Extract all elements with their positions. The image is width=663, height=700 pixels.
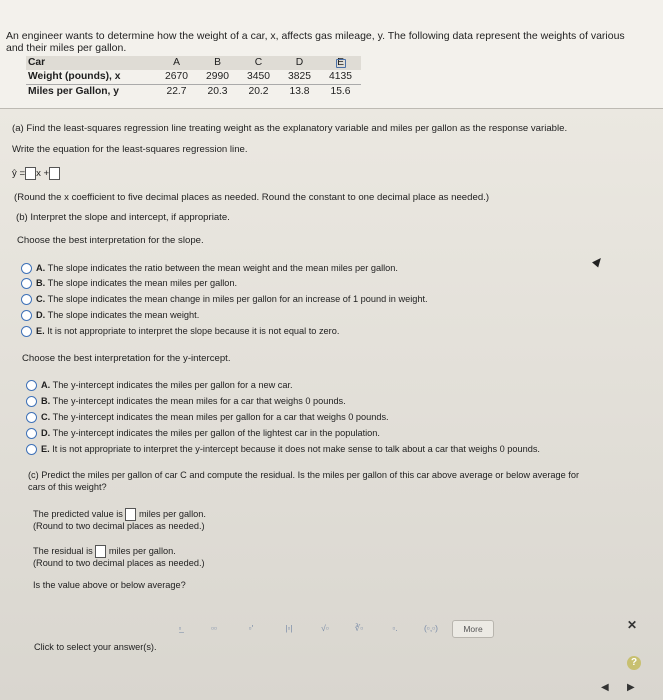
slope-option-e-radio[interactable]: [21, 326, 32, 337]
decimal-icon[interactable]: ▫.: [392, 623, 398, 633]
intercept-option-c[interactable]: [41, 412, 389, 422]
table-row: [26, 85, 361, 100]
fraction-icon[interactable]: ▫̲: [178, 623, 182, 633]
slope-option-d-radio[interactable]: [21, 310, 32, 321]
table-cell: 3825: [279, 70, 320, 85]
slope-prompt: Choose the best interpretation for the slope.: [17, 235, 204, 246]
table-cell: 4135: [320, 70, 361, 85]
table-header-cell: B: [214, 57, 221, 68]
part-a-instruction: Write the equation for the least-squares regression line.: [12, 144, 248, 155]
regression-equation: [12, 167, 60, 180]
intercept-option-d-radio[interactable]: [26, 428, 37, 439]
option-key: B.: [41, 396, 51, 406]
nth-root-icon[interactable]: ∛▫: [354, 623, 364, 633]
table-header-cell: D: [295, 57, 304, 68]
residual-input[interactable]: [95, 545, 106, 558]
part-b-question: (b) Interpret the slope and intercept, if appropriate.: [16, 212, 230, 223]
slope-option-c[interactable]: [36, 294, 428, 304]
close-icon[interactable]: ✕: [627, 618, 638, 632]
intercept-option-a-radio[interactable]: [26, 380, 37, 391]
more-button[interactable]: More: [452, 620, 494, 638]
table-cell: 2670: [156, 70, 197, 85]
intercept-option-b-radio[interactable]: [26, 396, 37, 407]
intro-text-line2: and their miles per gallon.: [6, 42, 127, 54]
x-label: x +: [36, 168, 50, 180]
intercept-prompt: Choose the best interpretation for the y-intercept.: [22, 353, 231, 364]
part-a-question: (a) Find the least-squares regression line treating weight as the explanatory variable and miles per gallon as the response variable.: [12, 123, 568, 134]
next-arrow-icon[interactable]: ▶: [627, 682, 635, 693]
option-text: The y-intercept indicates the miles per gallon of the lightest car in the population.: [52, 428, 380, 438]
predicted-value-line: [33, 508, 206, 521]
table-cell: 20.3: [207, 86, 228, 97]
previous-arrow-icon[interactable]: ◀: [601, 682, 609, 693]
table-header-cell: A: [173, 57, 180, 68]
intercept-option-e[interactable]: [41, 444, 540, 454]
square-root-icon[interactable]: √▫: [321, 623, 329, 633]
table-row: [26, 70, 361, 85]
mixed-number-icon[interactable]: ▫▫: [210, 623, 218, 633]
option-key: D.: [41, 428, 51, 438]
table-cell: 15.6: [330, 86, 351, 97]
part-a-rounding-note: (Round the x coefficient to five decimal places as needed. Round the constant to one decimal place as needed.): [14, 192, 490, 203]
intro-text-line1: An engineer wants to determine how the weight of a car, x, affects gas mileage, y. The following data represent the weights of various: [6, 30, 625, 42]
residual-line: [33, 545, 176, 558]
intercept-option-d[interactable]: [41, 428, 380, 438]
option-text: The slope indicates the ratio between the mean weight and the mean miles per gallon.: [47, 263, 398, 273]
option-key: C.: [41, 412, 51, 422]
intercept-option-c-radio[interactable]: [26, 412, 37, 423]
residual-rounding-note: (Round to two decimal places as needed.): [33, 558, 205, 568]
option-text: It is not appropriate to interpret the y-intercept because it does not make sense to talk about a car that weighs 0 pounds.: [52, 444, 540, 454]
export-data-icon[interactable]: [336, 59, 346, 68]
option-key: E.: [36, 326, 45, 336]
residual-suffix: miles per gallon.: [108, 545, 176, 556]
table-header-cell: C: [254, 57, 263, 68]
slope-option-c-radio[interactable]: [21, 294, 32, 305]
intercept-option-b[interactable]: [41, 396, 346, 406]
above-below-question: Is the value above or below average?: [33, 580, 186, 590]
slope-option-a[interactable]: [36, 263, 398, 273]
intercept-option-a[interactable]: [41, 380, 293, 390]
option-text: The y-intercept indicates the mean miles per gallon for a car that weighs 0 pounds.: [52, 412, 389, 422]
predicted-value-input[interactable]: [125, 508, 136, 521]
option-text: The slope indicates the mean weight.: [47, 310, 200, 320]
predicted-suffix: miles per gallon.: [139, 508, 206, 519]
slope-option-b-radio[interactable]: [21, 278, 32, 289]
slope-option-b[interactable]: [36, 278, 237, 288]
help-icon[interactable]: ?: [627, 656, 641, 670]
intercept-option-e-radio[interactable]: [26, 444, 37, 455]
option-text: The y-intercept indicates the miles per gallon for a new car.: [52, 380, 293, 390]
absolute-value-icon[interactable]: |▫|: [285, 623, 293, 633]
exponent-icon[interactable]: ▫': [248, 623, 254, 633]
predicted-rounding-note: (Round to two decimal places as needed.): [33, 521, 205, 531]
status-text: Click to select your answer(s).: [34, 642, 157, 652]
table-cell: 3450: [238, 70, 279, 85]
predicted-prefix: The predicted value is: [33, 508, 123, 519]
slope-option-e[interactable]: [36, 326, 339, 336]
table-header-label: Car: [28, 57, 46, 68]
slope-option-d[interactable]: [36, 310, 199, 320]
table-header-cell: E: [337, 57, 344, 68]
slope-input[interactable]: [25, 167, 36, 180]
table-cell: 2990: [197, 70, 238, 85]
table-cell: 20.2: [248, 86, 269, 97]
intercept-input[interactable]: [49, 167, 60, 180]
row-label: Weight (pounds), x: [26, 70, 156, 85]
table-cell: 22.7: [166, 86, 187, 97]
residual-prefix: The residual is: [33, 545, 93, 556]
ordered-pair-icon[interactable]: (▫,▫): [423, 623, 439, 633]
option-key: C.: [36, 294, 46, 304]
option-key: D.: [36, 310, 46, 320]
option-text: The slope indicates the mean change in miles per gallon for an increase of 1 pound in weight.: [47, 294, 428, 304]
option-key: E.: [41, 444, 50, 454]
part-c-question-line1: (c) Predict the miles per gallon of car C and compute the residual. Is the miles per gallon of this car above average or below average for: [28, 470, 580, 480]
data-table: [26, 56, 361, 99]
table-cell: 13.8: [289, 86, 310, 97]
option-key: B.: [36, 278, 46, 288]
y-hat-label: ŷ =: [12, 168, 26, 180]
slope-option-a-radio[interactable]: [21, 263, 32, 274]
option-key: A.: [41, 380, 51, 390]
part-c-question-line2: cars of this weight?: [28, 482, 107, 492]
row-label: Miles per Gallon, y: [28, 86, 119, 97]
option-text: The slope indicates the mean miles per gallon.: [47, 278, 238, 288]
table-header-row: [26, 56, 361, 70]
divider: [0, 108, 663, 109]
option-text: It is not appropriate to interpret the slope because it is not equal to zero.: [47, 326, 340, 336]
option-text: The y-intercept indicates the mean miles for a car that weighs 0 pounds.: [52, 396, 346, 406]
option-key: A.: [36, 263, 46, 273]
